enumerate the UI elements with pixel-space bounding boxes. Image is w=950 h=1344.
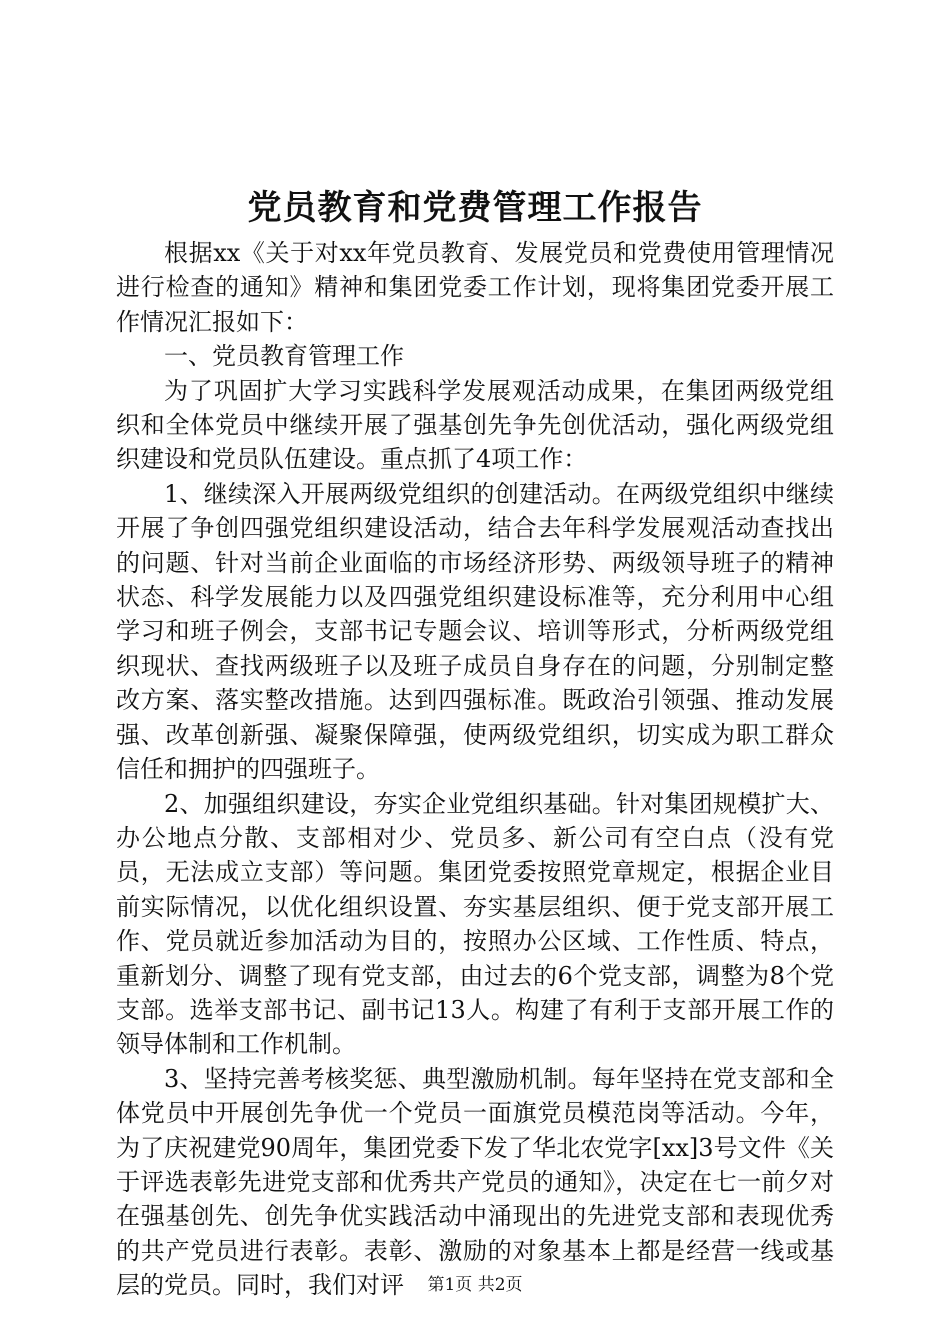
paragraph-intro: 根据xx《关于对xx年党员教育、发展党员和党费使用管理情况进行检查的通知》精神和集团党委工作计划，现将集团党委开展工作情况汇报如下：	[116, 239, 834, 336]
document-title: 党员教育和党费管理工作报告	[247, 188, 703, 228]
paragraph-overview: 为了巩固扩大学习实践科学发展观活动成果，在集团两级党组织和全体党员中继续开展了强基创先争先创优活动，强化两级党组织建设和党员队伍建设。重点抓了4项工作：	[116, 376, 834, 474]
section-heading: 一、党员教育管理工作	[164, 342, 404, 371]
page-footer: 第1页 共2页	[427, 1275, 523, 1295]
paragraph-item-3: 3、坚持完善考核奖惩、典型激励机制。每年坚持在党支部和全体党员中开展创先争优一个党员一面旗党员模范岗等活动。今年，为了庆祝建党90周年，集团党委下发了华北农党字[xx]3号文件《关于评选表彰先进党支部和优秀共产党员的通知》，决定在七一前夕对在强基创先、创先争优实践活动中涌现出的先进党支部和表现优秀的共产党员进行表彰。表彰、激励的对象基本上都是经营一线或基层的党员。同时，我们对评	[116, 1064, 834, 1300]
paragraph-item-2: 2、加强组织建设，夯实企业党组织基础。针对集团规模扩大、办公地点分散、支部相对少、党员多、新公司有空白点（没有党员，无法成立支部）等问题。集团党委按照党章规定，根据企业目前实际情况，以优化组织设置、夯实基层组织、便于党支部开展工作、党员就近参加活动为目的，按照办公区域、工作性质、特点，重新划分、调整了现有党支部，由过去的6个党支部，调整为8个党支部。选举支部书记、副书记13人。构建了有利于支部开展工作的领导体制和工作机制。	[116, 789, 834, 1059]
paragraph-item-1: 1、继续深入开展两级党组织的创建活动。在两级党组织中继续开展了争创四强党组织建设活动，结合去年科学发展观活动查找出的问题、针对当前企业面临的市场经济形势、两级领导班子的精神状态、科学发展能力以及四强党组织建设标准等，充分利用中心组学习和班子例会，支部书记专题会议、培训等形式，分析两级党组织现状、查找两级班子以及班子成员自身存在的问题，分别制定整改方案、落实整改措施。达到四强标准。既政治引领强、推动发展强、改革创新强、凝聚保障强，使两级党组织，切实成为职工群众信任和拥护的四强班子。	[116, 479, 834, 784]
document-body	[116, 236, 834, 1303]
